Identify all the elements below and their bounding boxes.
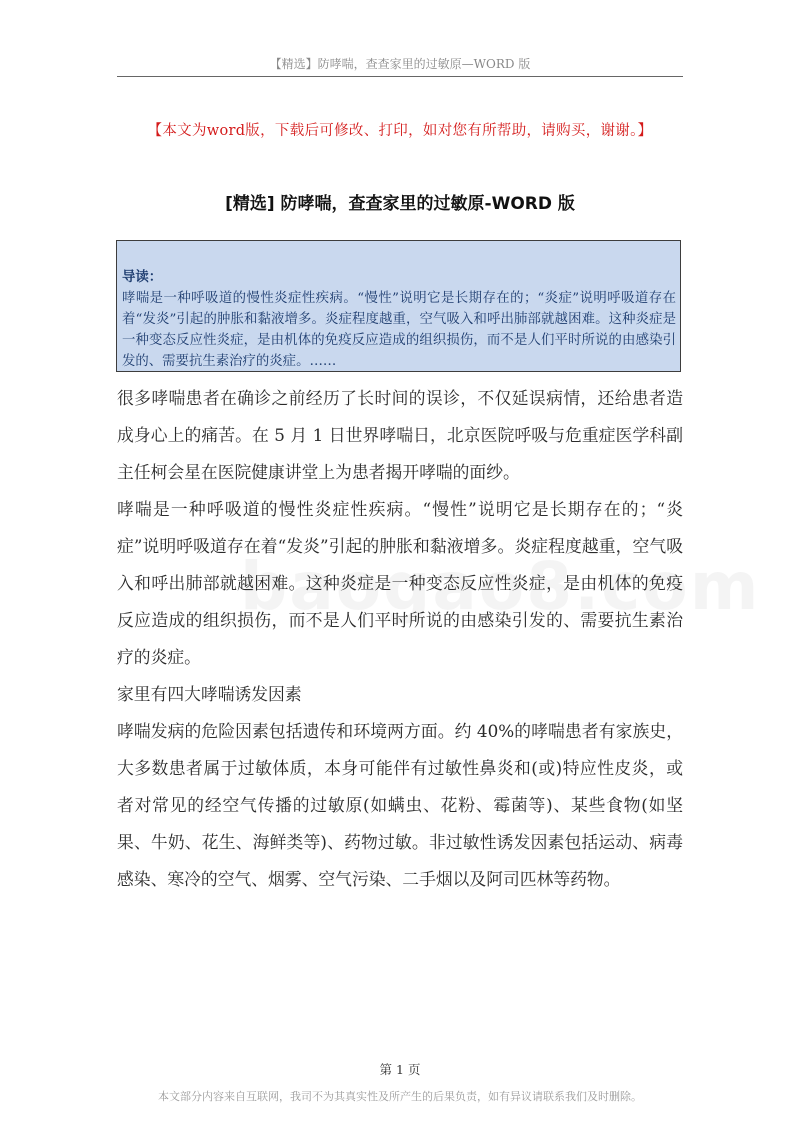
intro-summary-box <box>116 240 681 372</box>
body-paragraph: 哮喘发病的危险因素包括遗传和环境两方面。约 40%的哮喘患者有家族史，大多数患者属于过敏体质，本身可能伴有过敏性鼻炎和(或)特应性皮炎，或者对常见的经空气传播的过敏原(如螨虫、花粉、霉菌等)、某些食物(如坚果、牛奶、花生、海鲜类等)、药物过敏。非过敏性诱发因素包括运动、病毒感染、寒冷的空气、烟雾、空气污染、二手烟以及阿司匹林等药物。 <box>117 721 683 889</box>
body-paragraph: 哮喘是一种呼吸道的慢性炎症性疾病。“慢性”说明它是长期存在的；“炎症”说明呼吸道存在着“发炎”引起的肿胀和黏液增多。炎症程度越重，空气吸入和呼出肺部就越困难。这种炎症是一种变态反应性炎症，是由机体的免疫反应造成的组织损伤，而不是人们平时所说的由感染引发的、需要抗生素治疗的炎症。 <box>117 499 683 667</box>
running-header: 【精选】防哮喘，查查家里的过敏原—WORD 版 <box>269 57 531 71</box>
section-heading: 家里有四大哮喘诱发因素 <box>117 684 302 704</box>
document-body <box>117 380 683 898</box>
document-title: [精选] 防哮喘，查查家里的过敏原-WORD 版 <box>225 194 575 214</box>
body-paragraph: 很多哮喘患者在确诊之前经历了长时间的误诊，不仅延误病情，还给患者造成身心上的痛苦。在 5 月 1 日世界哮喘日，北京医院呼吸与危重症医学科副主任柯会星在医院健康讲堂上为患者揭开哮喘的面纱。 <box>117 388 683 482</box>
header-divider <box>117 76 683 77</box>
page-number: 第 1 页 <box>379 1062 421 1077</box>
intro-text: 哮喘是一种呼吸道的慢性炎症性疾病。“慢性”说明它是长期存在的；“炎症”说明呼吸道存在着“发炎”引起的肿胀和黏液增多。炎症程度越重，空气吸入和呼出肺部就越困难。这种炎症是一种变态反应性炎症，是由机体的免疫反应造成的组织损伤，而不是人们平时所说的由感染引发的、需要抗生素治疗的炎症。…… <box>122 291 676 369</box>
intro-label: 导读： <box>122 269 163 285</box>
footer-disclaimer: 本文部分内容来自互联网，我司不为其真实性及所产生的后果负责，如有异议请联系我们及时删除。 <box>158 1090 642 1103</box>
download-notice: 【本文为word版，下载后可修改、打印，如对您有所帮助，请购买，谢谢。】 <box>147 123 653 139</box>
